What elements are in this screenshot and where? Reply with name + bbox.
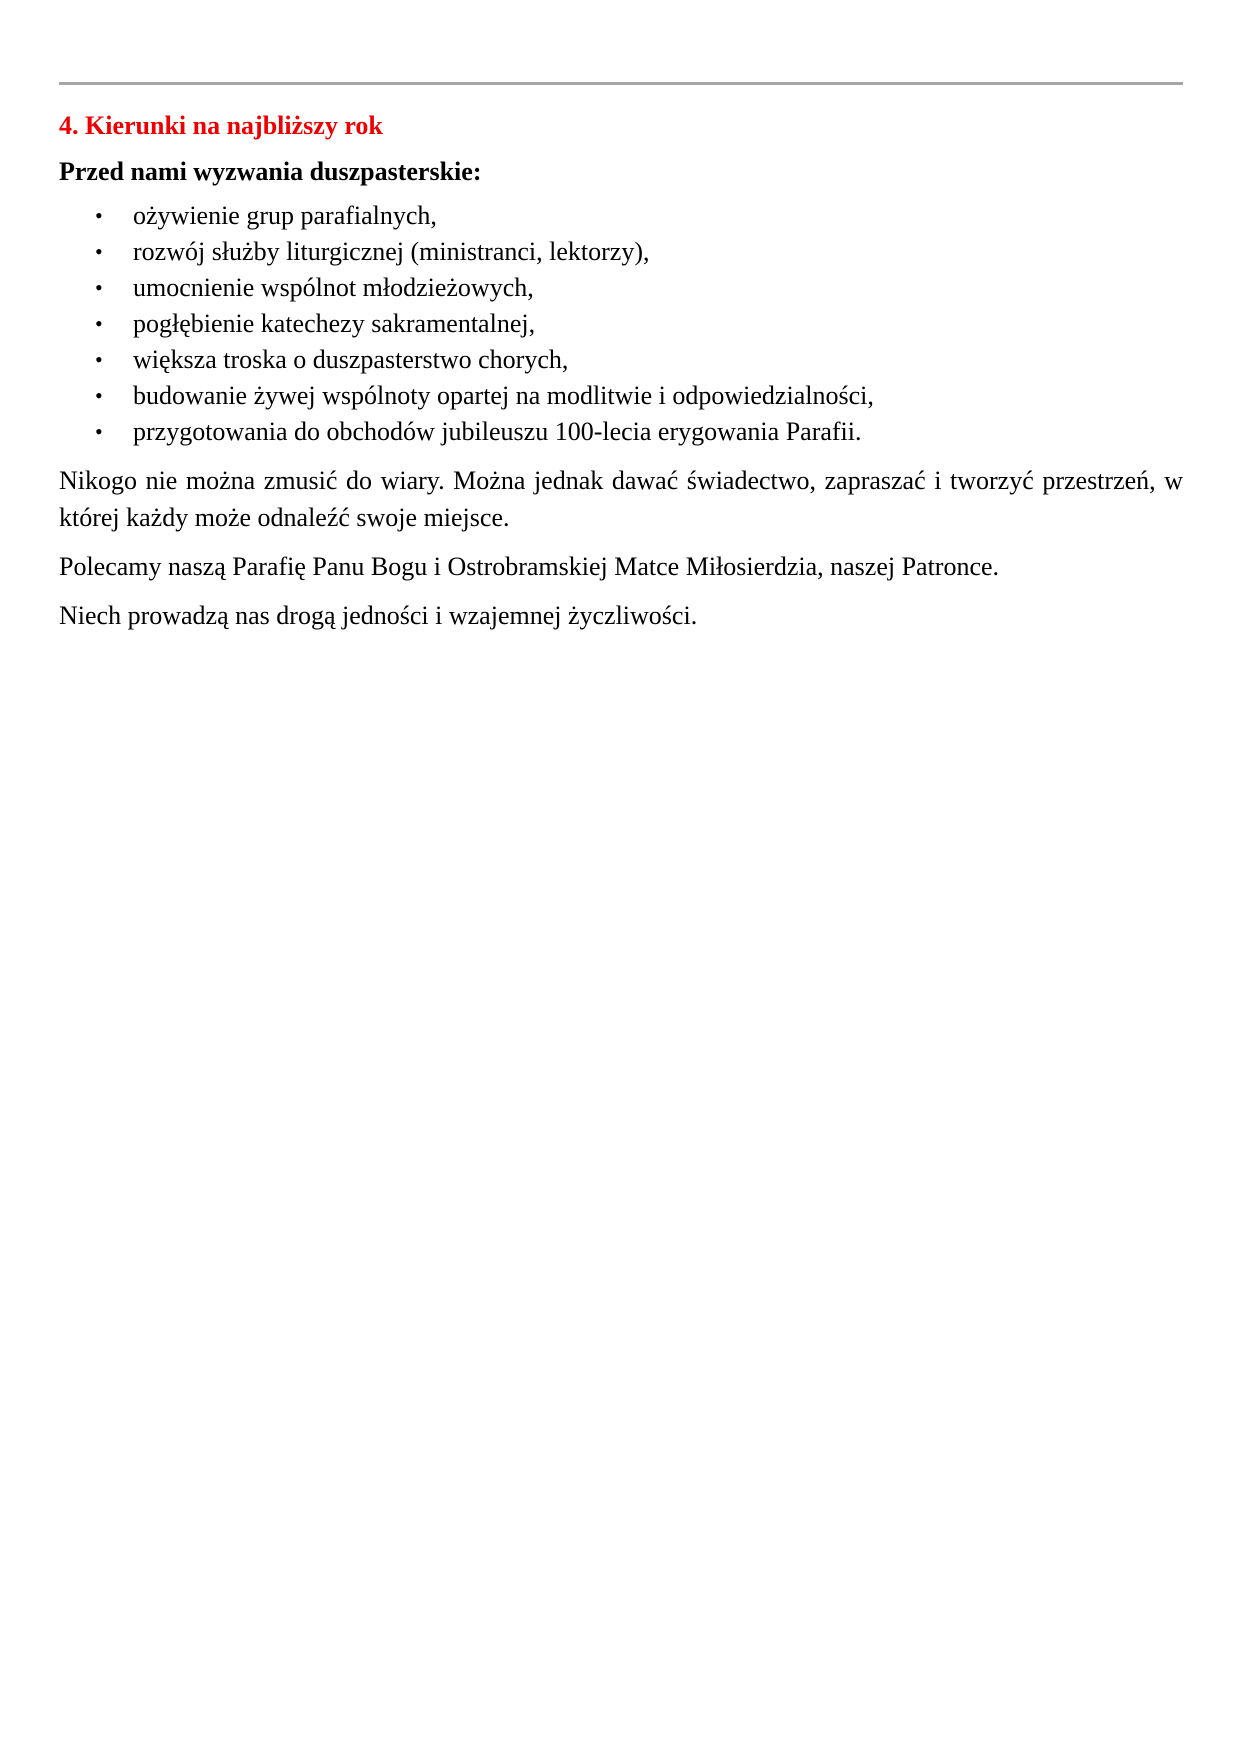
list-item-text: ożywienie grup parafialnych, [133, 201, 437, 230]
bullet-dot-icon: • [95, 239, 103, 264]
list-item-text: pogłębienie katechezy sakramentalnej, [133, 309, 536, 338]
section-content [59, 108, 1183, 634]
bullet-dot-icon: • [95, 383, 103, 408]
list-item-text: budowanie żywej wspólnoty opartej na modlitwie i odpowiedzialności, [133, 381, 874, 410]
list-item [59, 342, 1183, 378]
list-item [59, 270, 1183, 306]
list-item [59, 306, 1183, 342]
bullet-dot-icon: • [95, 275, 103, 300]
list-item [59, 378, 1183, 414]
bullet-dot-icon: • [95, 419, 103, 444]
paragraph-faith: Nikogo nie można zmusić do wiary. Można jednak dawać świadectwo, zapraszać i tworzyć przestrzeń, w której każdy może odnaleźć swoje miejsce. [59, 466, 1183, 532]
bullet-dot-icon: • [95, 311, 103, 336]
top-divider [59, 82, 1183, 85]
list-item-text: przygotowania do obchodów jubileuszu 100-lecia erygowania Parafii. [133, 417, 862, 446]
section-heading: 4. Kierunki na najbliższy rok [59, 111, 383, 140]
bullet-dot-icon: • [95, 347, 103, 372]
bullet-dot-icon: • [95, 203, 103, 228]
paragraph-dedication: Polecamy naszą Parafię Panu Bogu i Ostrobramskiej Matce Miłosierdzia, naszej Patronce. [59, 552, 1000, 581]
list-item-text: rozwój służby liturgicznej (ministranci, lektorzy), [133, 237, 650, 266]
paragraph-blessing: Niech prowadzą nas drogą jedności i wzajemnej życzliwości. [59, 601, 698, 630]
list-item [59, 234, 1183, 270]
section-subheading: Przed nami wyzwania duszpasterskie: [59, 157, 482, 186]
list-item [59, 198, 1183, 234]
list-item-text: większa troska o duszpasterstwo chorych, [133, 345, 569, 374]
list-item-text: umocnienie wspólnot młodzieżowych, [133, 273, 534, 302]
list-item [59, 414, 1183, 450]
challenges-list [59, 198, 1183, 450]
